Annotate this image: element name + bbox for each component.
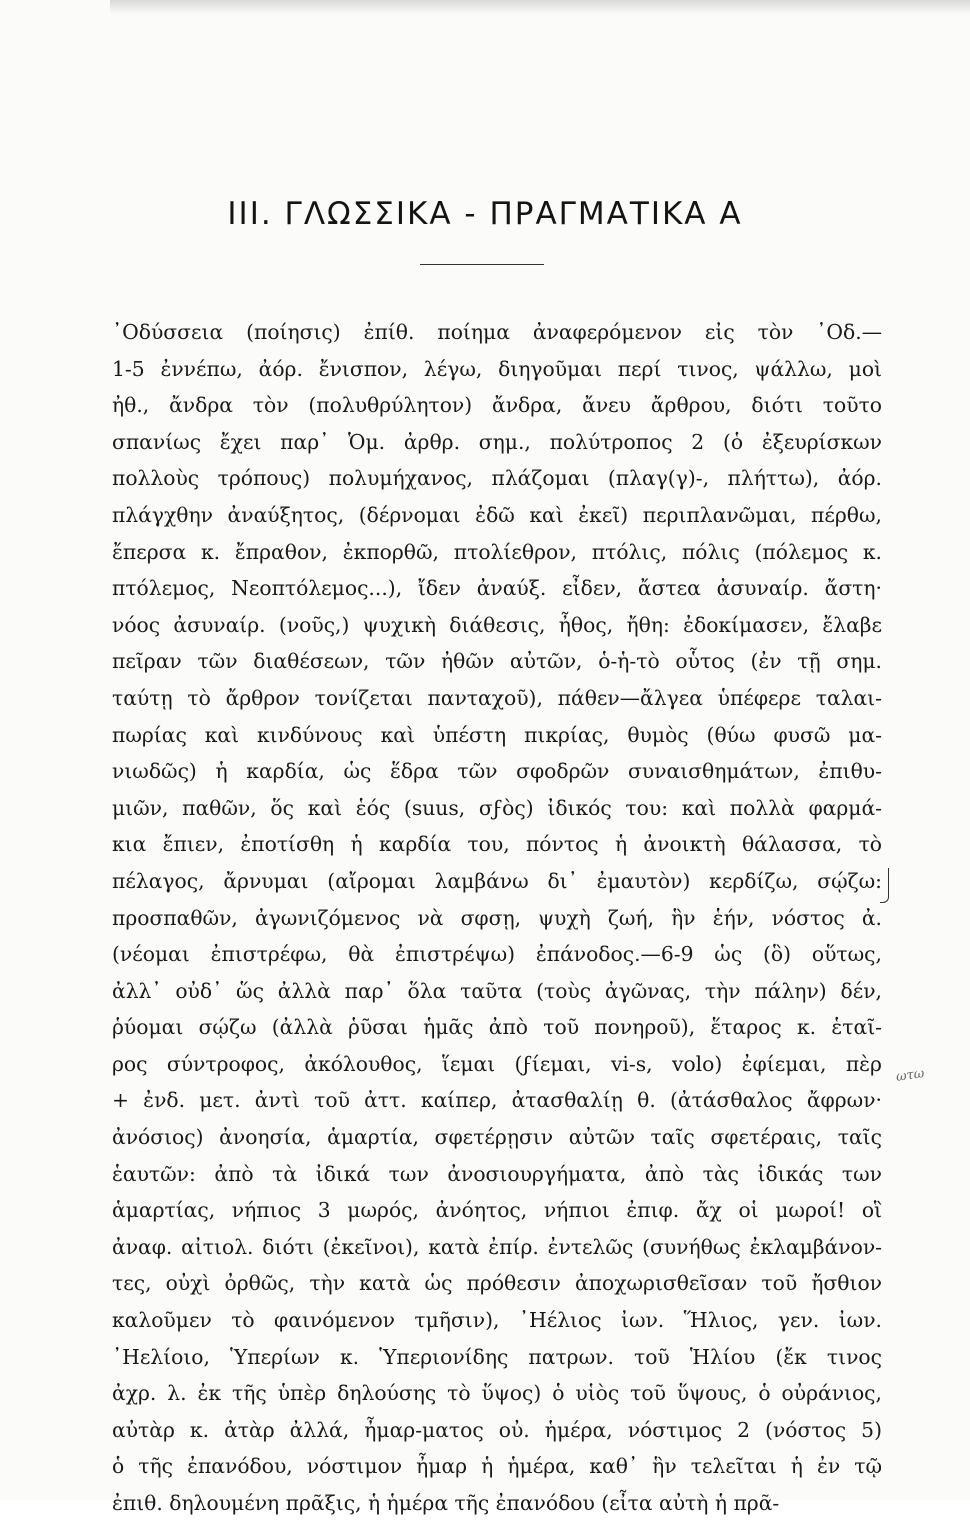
text-line: νιωδῶς) ἡ καρδία, ὡς ἕδρα τῶν σφοδρῶν συναισθημάτων, ἐπιθυ-	[112, 759, 882, 784]
text-line: μιῶν, παθῶν, ὅς καὶ ἑός (suus, σϝὸς) ἰδικός του: καὶ πολλὰ φαρμά-	[112, 795, 882, 820]
text-line: ἑαυτῶν: ἀπὸ τὰ ἰδικά των ἀνοσιουργήματα, ἀπὸ τὰς ἰδικάς των	[112, 1161, 882, 1186]
handwritten-bracket-mark	[880, 868, 889, 903]
text-line: αὐτὰρ κ. ἀτὰρ ἀλλά, ἦμαρ-ματος οὐ. ἡμέρα, νόστιμος 2 (νόστος 5)	[112, 1417, 882, 1442]
text-line: (νέομαι ἐπιστρέφω, θὰ ἐπιστρέψω) ἐπάνοδος.—6-9 ὡς (ὃ) οὕτως,	[112, 942, 882, 967]
text-line: ἀνόσιος) ἀνοησία, ἁμαρτία, σφετέρῃσιν αὐτῶν ταῖς σφετέραις, ταῖς	[112, 1125, 882, 1150]
handwritten-margin-note: ωτω	[895, 1066, 926, 1085]
facing-page-bleed	[110, 0, 970, 14]
text-line: ἀχρ. λ. ἐκ τῆς ὑπὲρ δηλούσης τὸ ὕψος) ὁ υἱὸς τοῦ ὕψους, ὁ οὐράνιος,	[112, 1381, 882, 1406]
text-line: ᾿Ηελίοιο, Ὑπερίων κ. Ὑπεριονίδης πατρων. τοῦ Ἡλίου (ἔκ τινος	[112, 1344, 882, 1369]
text-line: ἁμαρτίας, νήπιος 3 μωρός, ἀνόητος, νήπιοι ἐπιφ. ἄχ οἱ μωροί! οἳ	[112, 1198, 882, 1223]
text-line: ἀναφ. αἰτιολ. διότι (ἐκεῖνοι), κατὰ ἐπίρ. ἐντελῶς (συνήθως ἐκλαμβάνον-	[112, 1234, 882, 1259]
text-line: ἔπερσα κ. ἔπραθον, ἐκπορθῶ, πτολίεθρον, πτόλις, πόλις (πόλεμος κ.	[112, 539, 882, 564]
text-line: πέλαγος, ἄρνυμαι (αἴρομαι λαμβάνω δι᾿ ἐμαυτὸν) κερδίζω, σῴζω:	[112, 868, 882, 893]
text-line: + ἐνδ. μετ. ἀντὶ τοῦ ἀττ. καίπερ, ἀτασθαλίῃ θ. (ἀτάσθαλος ἄφρων·	[112, 1088, 882, 1113]
text-line: ᾿Οδύσσεια (ποίησις) ἐπίθ. ποίημα ἀναφερόμενον εἰς τὸν ᾿Οδ.—	[112, 320, 882, 344]
title-divider	[420, 264, 544, 265]
text-line: 1-5 ἐννέπω, ἀόρ. ἔνισπον, λέγω, διηγοῦμαι περί τινος, ψάλλω, μοὶ	[112, 356, 882, 381]
text-line: σπανίως ἔχει παρ᾿ Ὁμ. ἀρθρ. σημ., πολύτροπος 2 (ὁ ἐξευρίσκων	[112, 429, 882, 454]
text-line: ἠθ., ἄνδρα τὸν (πολυθρύλητον) ἄνδρα, ἄνευ ἄρθρου, διότι τοῦτο	[112, 393, 882, 418]
text-line: ρος σύντροφος, ἀκόλουθος, ἵεμαι (ϝίεμαι, vi-s, volo) ἐφίεμαι, πὲρ	[112, 1051, 882, 1076]
text-line: τες, οὐχὶ ὀρθῶς, τὴν κατὰ ὡς πρόθεσιν ἀποχωρισθεῖσαν τοῦ ἤσθιον	[112, 1271, 882, 1296]
text-line: πωρίας καὶ κινδύνους καὶ ὑπέστη πικρίας, θυμὸς (θύω φυσῶ μα-	[112, 722, 882, 747]
text-line: νόος ἀσυναίρ. (νοῦς,) ψυχικὴ διάθεσις, ἦθος, ἤθη: ἐδοκίμασεν, ἔλαβε	[112, 612, 882, 637]
text-line: πεῖραν τῶν διαθέσεων, τῶν ἠθῶν αὐτῶν, ὁ-ἡ-τὸ οὗτος (ἐν τῇ σημ.	[112, 649, 882, 674]
text-line: πλάγχθην ἀναύξητος, (δέρνομαι ἐδῶ καὶ ἐκεῖ) περιπλανῶμαι, πέρθω,	[112, 502, 882, 527]
text-line: πολλοὺς τρόπους) πολυμήχανος, πλάζομαι (πλαγ(γ)-, πλήττω), ἀόρ.	[112, 466, 882, 491]
text-line: ὁ τῆς ἐπανόδου, νόστιμον ἦμαρ ἡ ἡμέρα, καθ᾿ ἣν τελεῖται ἡ ἐν τῷ	[112, 1454, 882, 1479]
chapter-title: ΙΙΙ. ΓΛΩΣΣΙΚΑ - ΠΡΑΓΜΑΤΙΚΑ Α	[227, 196, 743, 232]
text-line: προσπαθῶν, ἀγωνιζόμενος νὰ σφσῃ, ψυχὴ ζωή, ἣν ἑήν, νόστος ἀ.	[112, 905, 882, 930]
text-line: κια ἔπιεν, ἐποτίσθη ἡ καρδία του, πόντος ἡ ἀνοικτὴ θάλασσα, τὸ	[112, 832, 882, 857]
text-line: ῥύομαι σῴζω (ἀλλὰ ῥῦσαι ἡμᾶς ἀπὸ τοῦ πονηροῦ), ἕταρος κ. ἑταῖ-	[112, 1015, 882, 1040]
commentary-text	[112, 314, 882, 1522]
text-line: ἐπιθ. δηλουμένη πρᾶξις, ἡ ἡμέρα τῆς ἐπανόδου (εἶτα αὐτὴ ἡ πρᾶ-	[112, 1491, 780, 1515]
text-line: πτόλεμος, Νεοπτόλεμος...), ἴδεν ἀναύξ. εἶδεν, ἄστεα ἀσυναίρ. ἄστη·	[112, 576, 882, 601]
text-line: ἀλλ᾿ οὐδ᾿ ὥς ἀλλὰ παρ᾿ ὅλα ταῦτα (τοὺς ἀγῶνας, τὴν πάλην) δέν,	[112, 978, 882, 1003]
text-line: καλοῦμεν τὸ φαινόμενον τμῆσιν), ᾿Ηέλιος ἰων. Ἥλιος, γεν. ἰων.	[112, 1308, 882, 1333]
text-line: ταύτῃ τὸ ἄρθρον τονίζεται πανταχοῦ), πάθεν—ἄλγεα ὑπέφερε ταλαι-	[112, 685, 882, 710]
